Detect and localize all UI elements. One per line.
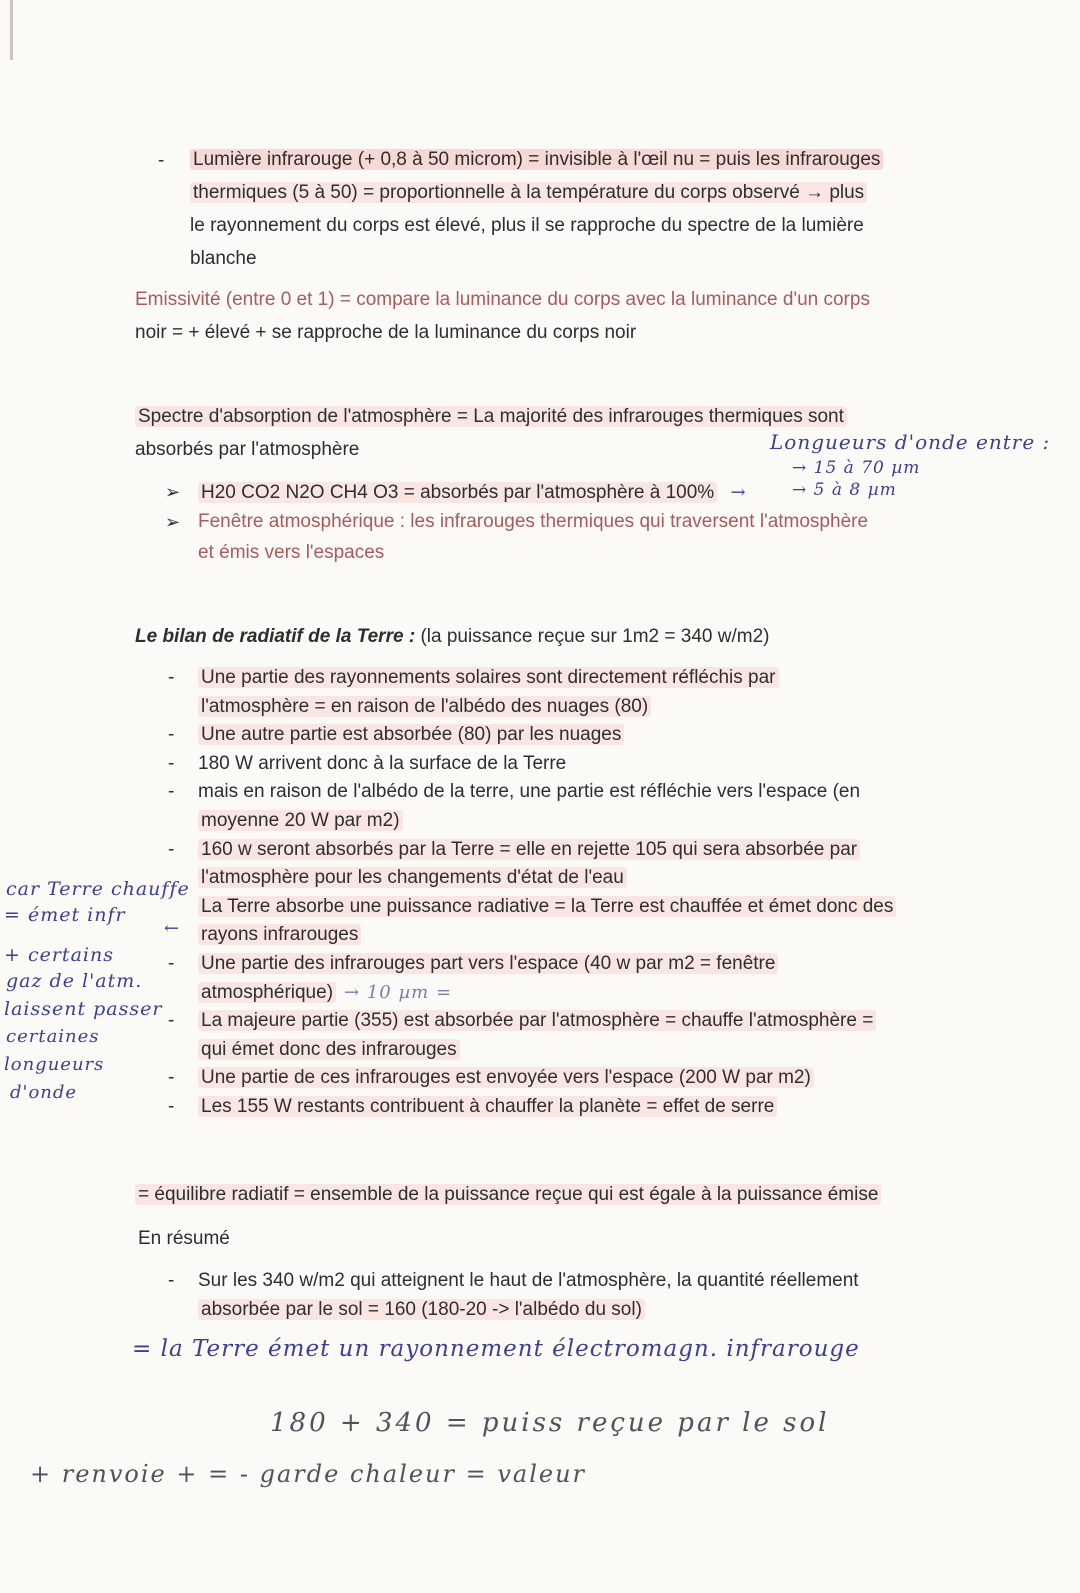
hand-wavelength-note: → 10 µm = [344,981,453,1003]
list-item: atmosphérique) → 10 µm = [168,979,928,1008]
hand-arrow: → [730,482,747,503]
list-item: - Une partie des infrarouges part vers l'espace (40 w par m2 = fenêtre [168,950,928,979]
page-edge-mark [10,0,13,60]
hand-bottom-line-1: = la Terre émet un rayonnement électromagn. infrarouge [132,1336,860,1362]
bilan-heading [135,622,769,651]
ir-line-2: thermiques (5 à 50) = proportionnelle à la température du corps observé → plus [190,182,867,203]
list-item: qui émet donc des infrarouges [168,1036,928,1065]
list-item: l'atmosphère = en raison de l'albédo des nuages (80) [168,693,928,722]
list-item: - Une partie de ces infrarouges est envoyée vers l'espace (200 W par m2) [168,1064,928,1093]
hand-wavelength-title: Longueurs d'onde entre : [770,430,1051,454]
list-item: - Une autre partie est absorbée (80) par les nuages [168,721,928,750]
resume-list [168,1266,948,1324]
list-item: - Une partie des rayonnements solaires sont directement réfléchis par [168,664,928,693]
left-arrow-icon: ← [164,918,181,939]
emissivity-line-2: noir = + élevé + se rapproche de la luminance du corps noir [135,322,637,343]
emissivity-paragraph [135,285,935,347]
list-item: - La majeure partie (355) est absorbée par l'atmosphère = chauffe l'atmosphère = [168,1007,928,1036]
spectrum-item-2 [198,507,918,567]
list-item: - Sur les 340 w/m2 qui atteignent le haut de l'atmosphère, la quantité réellement [168,1270,859,1291]
equilibre-text: = équilibre radiatif = ensemble de la puissance reçue qui est égale à la puissance émise [135,1184,881,1205]
emissivity-line-1: Emissivité (entre 0 et 1) = compare la luminance du corps avec la luminance d'un corps [135,289,870,310]
margin-note-line-5: laissent passer [4,998,163,1020]
margin-note-line-2: = émet infr [4,904,126,926]
list-item: absorbée par le sol = 160 (180-20 -> l'albédo du sol) [168,1295,948,1324]
bilan-title: Le bilan de radiatif de la Terre : [135,626,416,647]
bilan-subtitle: (la puissance reçue sur 1m2 = 340 w/m2) [420,626,770,647]
chevron-right-icon: ➢ [165,512,181,532]
ir-line-1: Lumière infrarouge (+ 0,8 à 50 microm) = invisible à l'œil nu = puis les infrarouges [190,149,883,170]
spectrum-item-2-line-2: et émis vers l'espaces [198,542,385,563]
list-item: - Les 155 W restants contribuent à chauffer la planète = effet de serre [168,1093,928,1122]
margin-note-line-4: gaz de l'atm. [6,970,143,992]
list-item: - mais en raison de l'albédo de la terre, une partie est réfléchie vers l'espace (en [168,781,861,803]
hand-bottom-line-3: + renvoie + = - garde chaleur = valeur [30,1460,586,1488]
margin-note-line-8: d'onde [10,1082,78,1103]
list-item: - 180 W arrivent donc à la surface de la Terre [168,752,567,774]
list-item: - 160 w seront absorbés par la Terre = elle en rejette 105 qui sera absorbée par [168,836,928,865]
ir-paragraph [190,145,930,273]
hand-wavelength-range-1: → 15 à 70 µm [792,458,921,478]
hand-wavelength-range-2: → 5 à 8 µm [792,480,897,500]
equilibre-line [135,1180,881,1209]
bilan-list [168,664,928,1122]
spectrum-item-1-text: H20 CO2 N2O CH4 O3 = absorbés par l'atmosphère à 100% [198,482,717,503]
dash-bullet: - [158,150,165,171]
margin-note-line-1: car Terre chauffe [6,878,190,900]
ir-line-3: le rayonnement du corps est élevé, plus il se rapproche du spectre de la lumière [190,215,864,236]
spectrum-item-1 [198,478,747,507]
chevron-right-icon: ➢ [165,482,181,502]
list-item: l'atmosphère pour les changements d'état de l'eau [168,864,928,893]
margin-note-line-7: longueurs [4,1054,105,1075]
resume-title: En résumé [138,1228,230,1249]
spectrum-item-2-line-1: Fenêtre atmosphérique : les infrarouges thermiques qui traversent l'atmosphère [198,511,869,532]
ir-line-4: blanche [190,248,257,269]
list-item: La Terre absorbe une puissance radiative = la Terre est chauffée et émet donc des [168,893,928,922]
margin-note-line-3: + certains [4,944,114,966]
margin-note-line-6: certaines [6,1026,100,1047]
hand-bottom-line-2: 180 + 340 = puiss reçue par le sol [270,1408,830,1438]
list-item: moyenne 20 W par m2) [168,807,928,836]
spectrum-line-2: absorbés par l'atmosphère [135,439,360,460]
spectrum-line-1: Spectre d'absorption de l'atmosphère = La majorité des infrarouges thermiques sont [135,406,847,427]
list-item: rayons infrarouges [168,921,928,950]
